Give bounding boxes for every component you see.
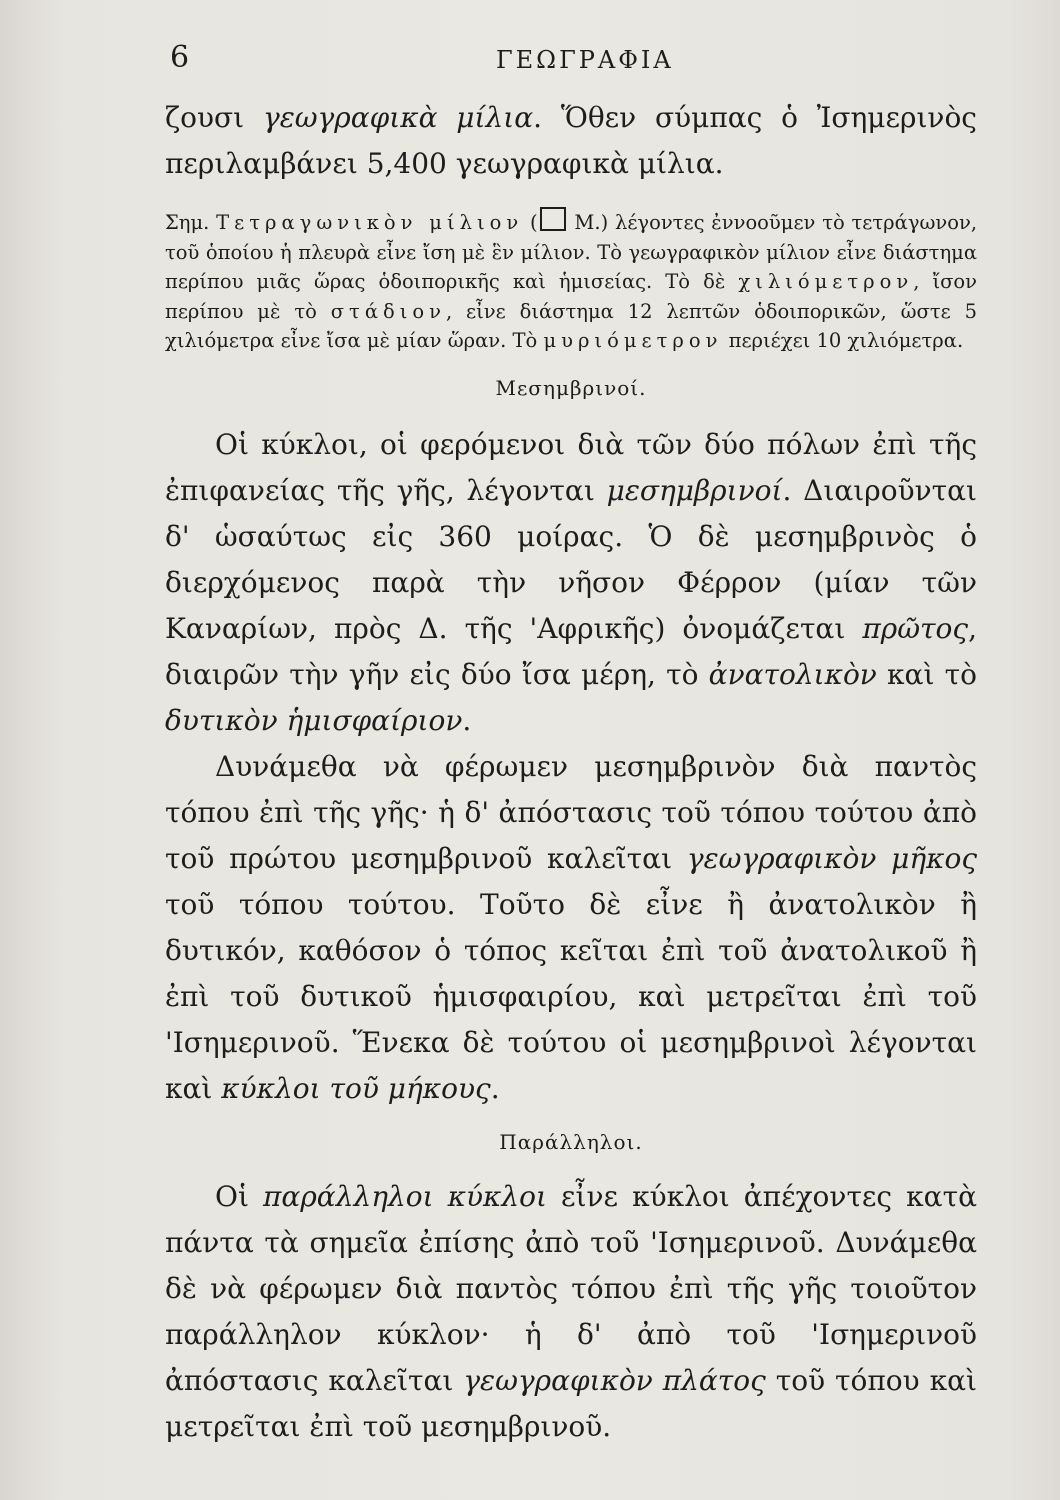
- text-run: .: [490, 1071, 500, 1105]
- text-run: Οἱ: [215, 1179, 264, 1213]
- paragraph-meridians: [165, 422, 977, 744]
- paragraph-parallels: [165, 1174, 977, 1450]
- paragraph-longitude: [165, 744, 977, 1112]
- spaced-term: χιλιόμετρον: [738, 270, 914, 293]
- text-run: εἶνε κύκλοι ἀπέχοντες κατὰ πάντα τὰ σημεῖα ἐπίσης ἀπὸ τοῦ 'Ισημερινοῦ. Δυνάμεθα δὲ νὰ φέρωμεν διὰ παντὸς τόπου ἐπὶ τῆς γῆς τοιοῦτον παράλληλον κύκλον· ἡ δ' ἀπὸ τοῦ 'Ισημερινοῦ ἀπόστασις καλεῖται: [165, 1179, 977, 1397]
- paragraph-continuation: [165, 95, 977, 187]
- text-run: καὶ τὸ: [876, 657, 977, 691]
- text-run: . Ὅθεν σύμπας ὁ Ἰσημερινὸς περιλαμβάνει 5,400 γεωγραφικὰ μίλια.: [165, 101, 977, 180]
- spaced-term: στάδιον: [330, 299, 446, 323]
- text-run: Δυνάμεθα νὰ φέρωμεν μεσημβρινὸν διὰ παντὸς τόπου ἐπὶ τῆς γῆς· ἡ δ' ἀπόστασις τοῦ τόπου τούτου ἀπὸ τοῦ πρώτου μεσημβρινοῦ καλεῖται: [165, 749, 977, 875]
- text-run: τοῦ τόπου τούτου. Τοῦτο δὲ εἶνε ἢ ἀνατολικὸν ἢ δυτικόν, καθόσον ὁ τόπος κεῖται ἐπὶ τοῦ ἀνατολικοῦ ἢ ἐπὶ τοῦ δυτικοῦ ἡμισφαιρίου, καὶ μετρεῖται ἐπὶ τοῦ 'Ισημερινοῦ. Ἕνεκα δὲ τούτου οἱ μεσημβρινοὶ λέγονται καὶ: [165, 887, 977, 1105]
- text-run: . Διαιροῦνται δ' ὡσαύτως εἰς 360 μοίρας. Ὁ δὲ μεσημβρινὸς ὁ διερχόμενος παρὰ τὴν νῆσον Φέρρον (μίαν τῶν Καναρίων, πρὸς Δ. τῆς 'Αφρικῆς) ὀνομάζεται: [165, 473, 977, 645]
- spaced-term: μυριόμετρον: [543, 329, 723, 352]
- square-symbol-icon: [540, 207, 566, 231]
- section-heading-parallels: Παράλληλοι.: [499, 1129, 643, 1154]
- italic-term: γεωγραφικὸν πλάτος: [463, 1363, 766, 1397]
- text-run: περιέχει 10 χιλιόμετρα.: [722, 329, 964, 352]
- text-run: , εἶνε διάστημα 12 λεπτῶν ὁδοιπορικῶν, ὥστε 5 χιλιόμετρα εἶνε ἴσα μὲ μίαν ὥραν. Τὸ: [165, 299, 977, 352]
- footnote-note: [165, 207, 977, 356]
- spaced-term: Τετραγωνικὸν μίλιον: [216, 211, 524, 234]
- text-run: Οἱ κύκλοι, οἱ φερόμενοι διὰ τῶν δύο πόλων ἐπὶ τῆς ἐπιφανείας τῆς γῆς, λέγονται: [165, 427, 977, 507]
- italic-term: ἀνατολικὸν: [708, 657, 877, 691]
- text-run: , διαιρῶν τὴν γῆν εἰς δύο ἴσα μέρη, τὸ: [165, 611, 977, 691]
- italic-term: μεσημβρινοί: [606, 473, 783, 507]
- text-run: .: [462, 703, 472, 737]
- italic-term: γεωγραφικὰ μίλια: [262, 101, 534, 134]
- note-label: Σημ.: [165, 211, 217, 234]
- italic-term: πρῶτος: [862, 611, 969, 645]
- running-title: ΓΕΩΓΡΑΦΙΑ: [496, 46, 674, 74]
- text-run: ζουσι: [165, 101, 263, 134]
- text-run: (: [523, 211, 538, 234]
- section-heading-meridians: Μεσημβρινοί.: [495, 375, 647, 400]
- page-header: [170, 40, 970, 80]
- italic-term: παράλληλοι κύκλοι: [263, 1179, 547, 1213]
- text-run: Μ.) λέγοντες ἐννοοῦμεν τὸ τετράγωνον, τοῦ ὁποίου ἡ πλευρὰ εἶνε ἴση μὲ ἓν μίλιον. Τὸ γεωγραφικὸν μίλιον εἶνε διάστημα περίπου μιᾶς ὥρας ὁδοιπορικῆς καὶ ἡμισείας. Τὸ δὲ: [165, 211, 978, 293]
- page-number: 6: [170, 40, 191, 75]
- italic-term: κύκλοι τοῦ μήκους: [221, 1071, 491, 1105]
- text-run: , ἴσον περίπου μὲ τὸ: [165, 270, 977, 323]
- italic-term: δυτικὸν ἡμισφαίριον: [165, 703, 463, 737]
- page-body: [165, 95, 977, 1450]
- italic-term: γεωγραφικὸν μῆκος: [686, 841, 978, 875]
- text-run: τοῦ τόπου καὶ μετρεῖται ἐπὶ τοῦ μεσημβρινοῦ.: [165, 1363, 977, 1443]
